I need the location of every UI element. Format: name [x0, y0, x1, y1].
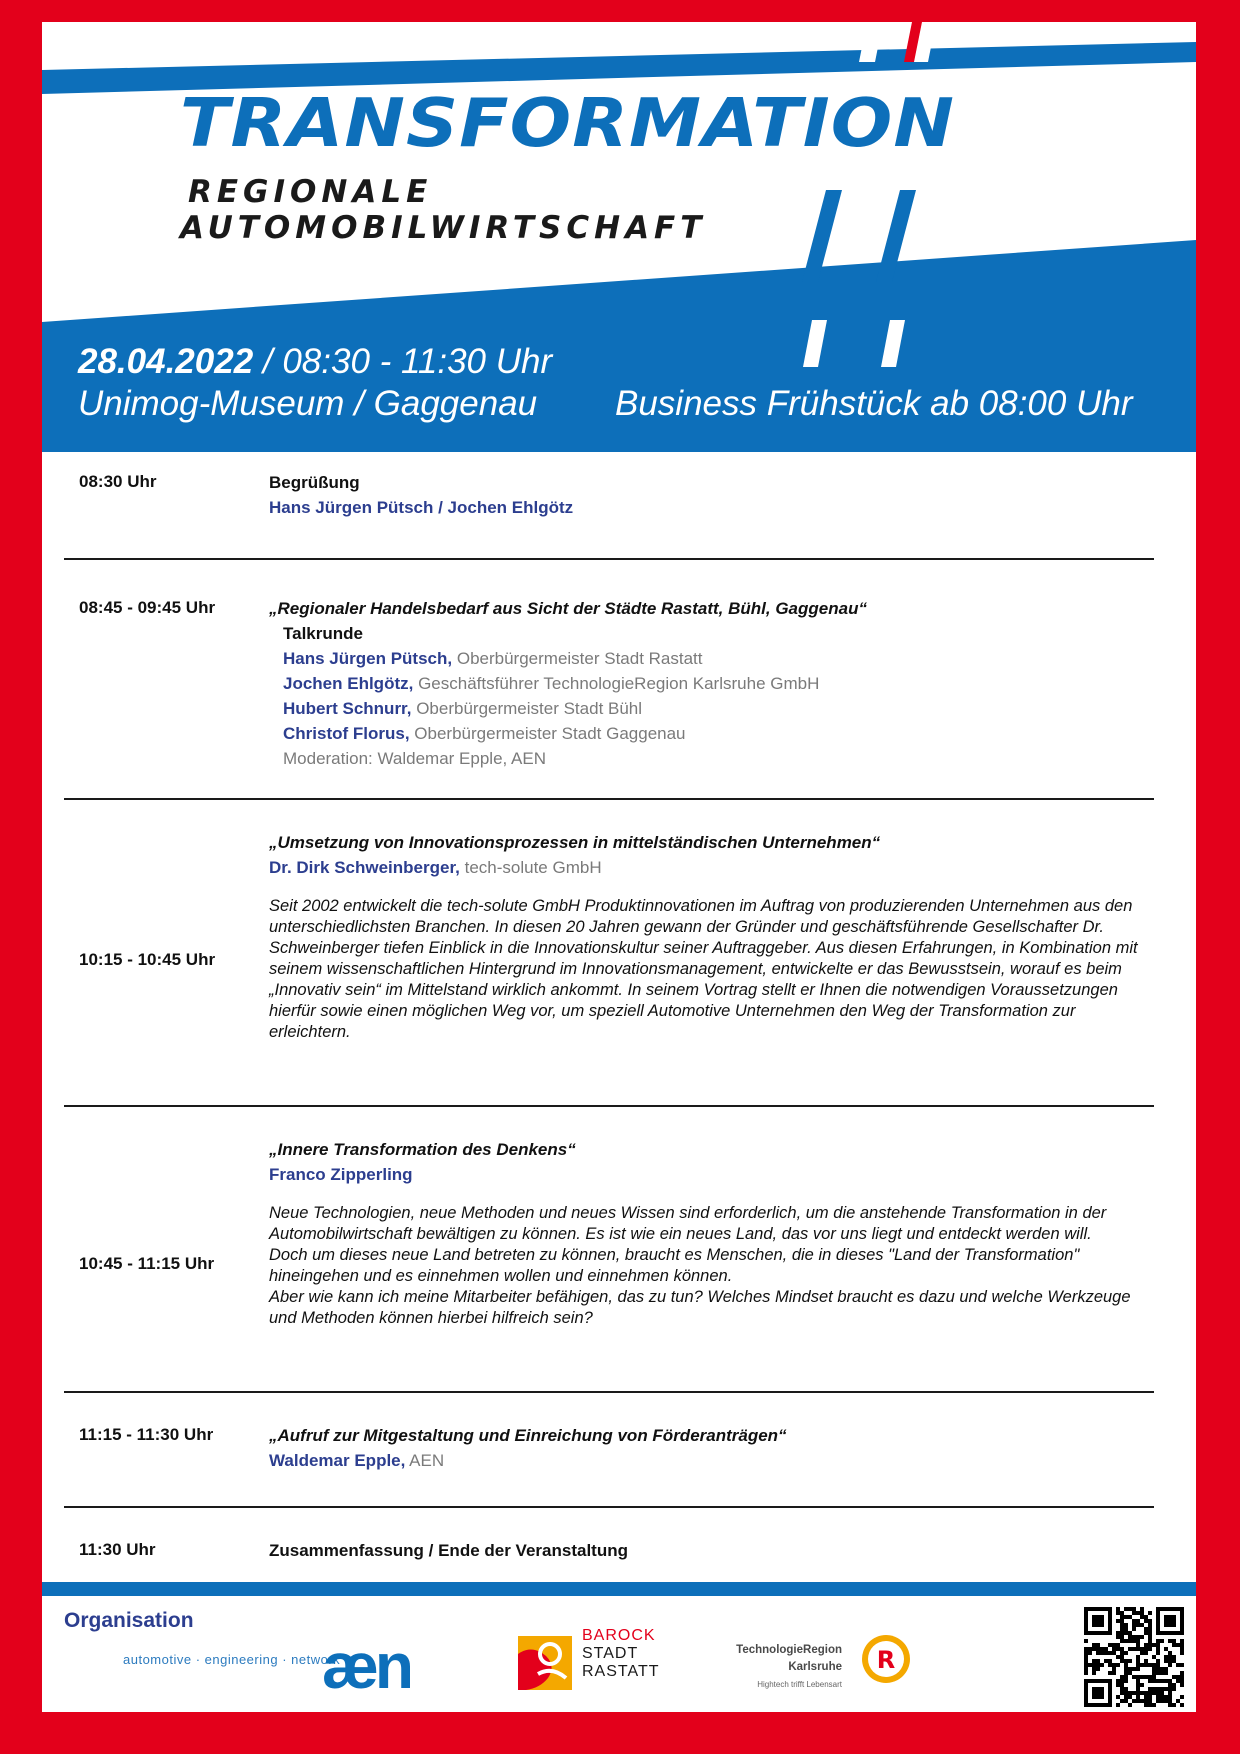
- agenda-time: 08:45 - 09:45 Uhr: [79, 598, 216, 617]
- panel-member: [269, 696, 1149, 721]
- agenda-speaker-line: [269, 1448, 1149, 1473]
- breakfast-note: Business Frühstück ab 08:00 Uhr: [615, 384, 1133, 423]
- agenda-title: „Aufruf zur Mitgestaltung und Einreichung von Förderanträgen“: [269, 1426, 787, 1445]
- divider: [64, 798, 1154, 800]
- header: [42, 22, 1196, 452]
- divider: [64, 1506, 1154, 1508]
- agenda-speaker: Hans Jürgen Pütsch / Jochen Ehlgötz: [269, 498, 574, 517]
- agenda-title: Zusammenfassung / Ende der Veranstaltung: [269, 1541, 628, 1560]
- divider: [64, 1105, 1154, 1107]
- agenda-title: Begrüßung: [269, 473, 360, 492]
- organisation-label: Organisation: [64, 1609, 194, 1632]
- panel-name: Hubert Schnurr,: [283, 699, 412, 718]
- agenda-affiliation: AEN: [409, 1451, 445, 1470]
- barock-line-2: STADT: [582, 1645, 639, 1662]
- event-date-time: [78, 342, 552, 382]
- qr-code[interactable]: [1084, 1607, 1184, 1707]
- aen-logo: æn: [322, 1630, 410, 1702]
- panel-member: [269, 671, 1149, 696]
- panel-member: [269, 646, 1149, 671]
- technologieregion-logo-text: [692, 1642, 842, 1693]
- panel-role: Oberbürgermeister Stadt Rastatt: [456, 649, 703, 668]
- footer-bar: [42, 1582, 1196, 1596]
- agenda-speaker: Waldemar Epple,: [269, 1451, 406, 1470]
- panel-name: Christof Florus,: [283, 724, 410, 743]
- agenda-time: 11:30 Uhr: [79, 1540, 156, 1559]
- agenda-time: 11:15 - 11:30 Uhr: [79, 1425, 214, 1444]
- barock-stadt-logo-text: [582, 1627, 660, 1681]
- agenda-affiliation: tech-solute GmbH: [464, 858, 602, 877]
- event-subtitle: [180, 174, 706, 246]
- subtitle-line-1: REGIONALE: [188, 174, 433, 210]
- divider: [64, 1391, 1154, 1393]
- tr-line-1: TechnologieRegion: [736, 1644, 842, 1656]
- panel-role: Oberbürgermeister Stadt Gaggenau: [414, 724, 686, 743]
- agenda-speaker: Franco Zipperling: [269, 1165, 413, 1184]
- barock-line-3: RASTATT: [582, 1663, 660, 1680]
- moderation: Moderation: Waldemar Epple, AEN: [283, 749, 546, 768]
- tr-line-2: Karlsruhe: [788, 1661, 842, 1673]
- agenda-speaker-line: [269, 855, 1149, 880]
- subtitle-line-2: AUTOMOBILWIRTSCHAFT: [180, 210, 707, 246]
- panel-role: Oberbürgermeister Stadt Bühl: [416, 699, 643, 718]
- agenda-time: 10:15 - 10:45 Uhr: [79, 950, 216, 969]
- agenda-title: „Umsetzung von Innovationsprozessen in mittelständischen Unternehmen“: [269, 833, 881, 852]
- agenda-title: „Regionaler Handelsbedarf aus Sicht der Städte Rastatt, Bühl, Gaggenau“: [269, 599, 867, 618]
- agenda-title: „Innere Transformation des Denkens“: [269, 1140, 576, 1159]
- agenda-speaker: Dr. Dirk Schweinberger,: [269, 858, 460, 877]
- aen-tagline: automotive · engineering · network: [123, 1652, 341, 1667]
- event-title: TRANSFORMATION: [180, 84, 955, 162]
- panel-role: Geschäftsführer TechnologieRegion Karlsruhe GmbH: [418, 674, 820, 693]
- event-location: Unimog-Museum / Gaggenau: [78, 384, 538, 423]
- event-date: 28.04.2022: [78, 342, 254, 381]
- panel-name: Jochen Ehlgötz,: [283, 674, 414, 693]
- description-line: Doch um dieses neue Land betreten zu können, braucht es Menschen, die in dieses "Land der Transformation" hineingehen und es einnehmen wollen und einnehmen können.: [269, 1246, 1080, 1285]
- tr-logo-letter: R: [876, 1646, 896, 1674]
- agenda-time: 08:30 Uhr: [79, 472, 157, 491]
- tr-slogan: Hightech trifft Lebensart: [757, 1680, 842, 1689]
- event-time: / 08:30 - 11:30 Uhr: [253, 342, 553, 381]
- agenda-description: [269, 1203, 1149, 1329]
- agenda-format: Talkrunde: [283, 624, 363, 643]
- description-line: Neue Technologien, neue Methoden und neues Wissen sind erforderlich, um die anstehende Transformation in der Automobilwirtschaft bewältigen zu können. Es ist wie ein neues Land, das vor uns liegt und entdeckt werden will.: [269, 1204, 1107, 1243]
- poster: [42, 22, 1196, 1712]
- panel-name: Hans Jürgen Pütsch,: [283, 649, 453, 668]
- agenda-description: Seit 2002 entwickelt die tech-solute GmbH Produktinnovationen im Auftrag von produzierenden Unternehmen aus den unterschiedlichsten Branchen. In diesen 20 Jahren gewann der Gründer und geschäftsführende Gesellschafter Dr. Schweinberger tiefen Einblick in die Innovationskultur seiner Auftraggeber. Aus diesen Erfahrungen, in Kombination mit seinem wissenschaftlichen Hintergrund im Innovationsmanagement, entwickelte er das Bewusstsein, worauf es beim „Innovativ sein“ im Mittelstand wirklich ankommt. In seinem Vortrag stellt er Ihnen die notwendigen Voraussetzungen hierfür sowie einen möglichen Weg vor, um speziell Automotive Unternehmen den Weg der Transformation zur erleichtern.: [269, 897, 1138, 1041]
- barock-line-1: BAROCK: [582, 1627, 656, 1644]
- technologieregion-logo-icon: [860, 1633, 912, 1685]
- barock-stadt-logo-icon: [518, 1634, 572, 1692]
- divider: [64, 558, 1154, 560]
- description-line: Aber wie kann ich meine Mitarbeiter befähigen, das zu tun? Welches Mindset braucht es dazu und welche Werkzeuge und Methoden können hierbei hilfreich sein?: [269, 1288, 1131, 1327]
- agenda-time: 10:45 - 11:15 Uhr: [79, 1254, 215, 1273]
- panel-member: [269, 721, 1149, 746]
